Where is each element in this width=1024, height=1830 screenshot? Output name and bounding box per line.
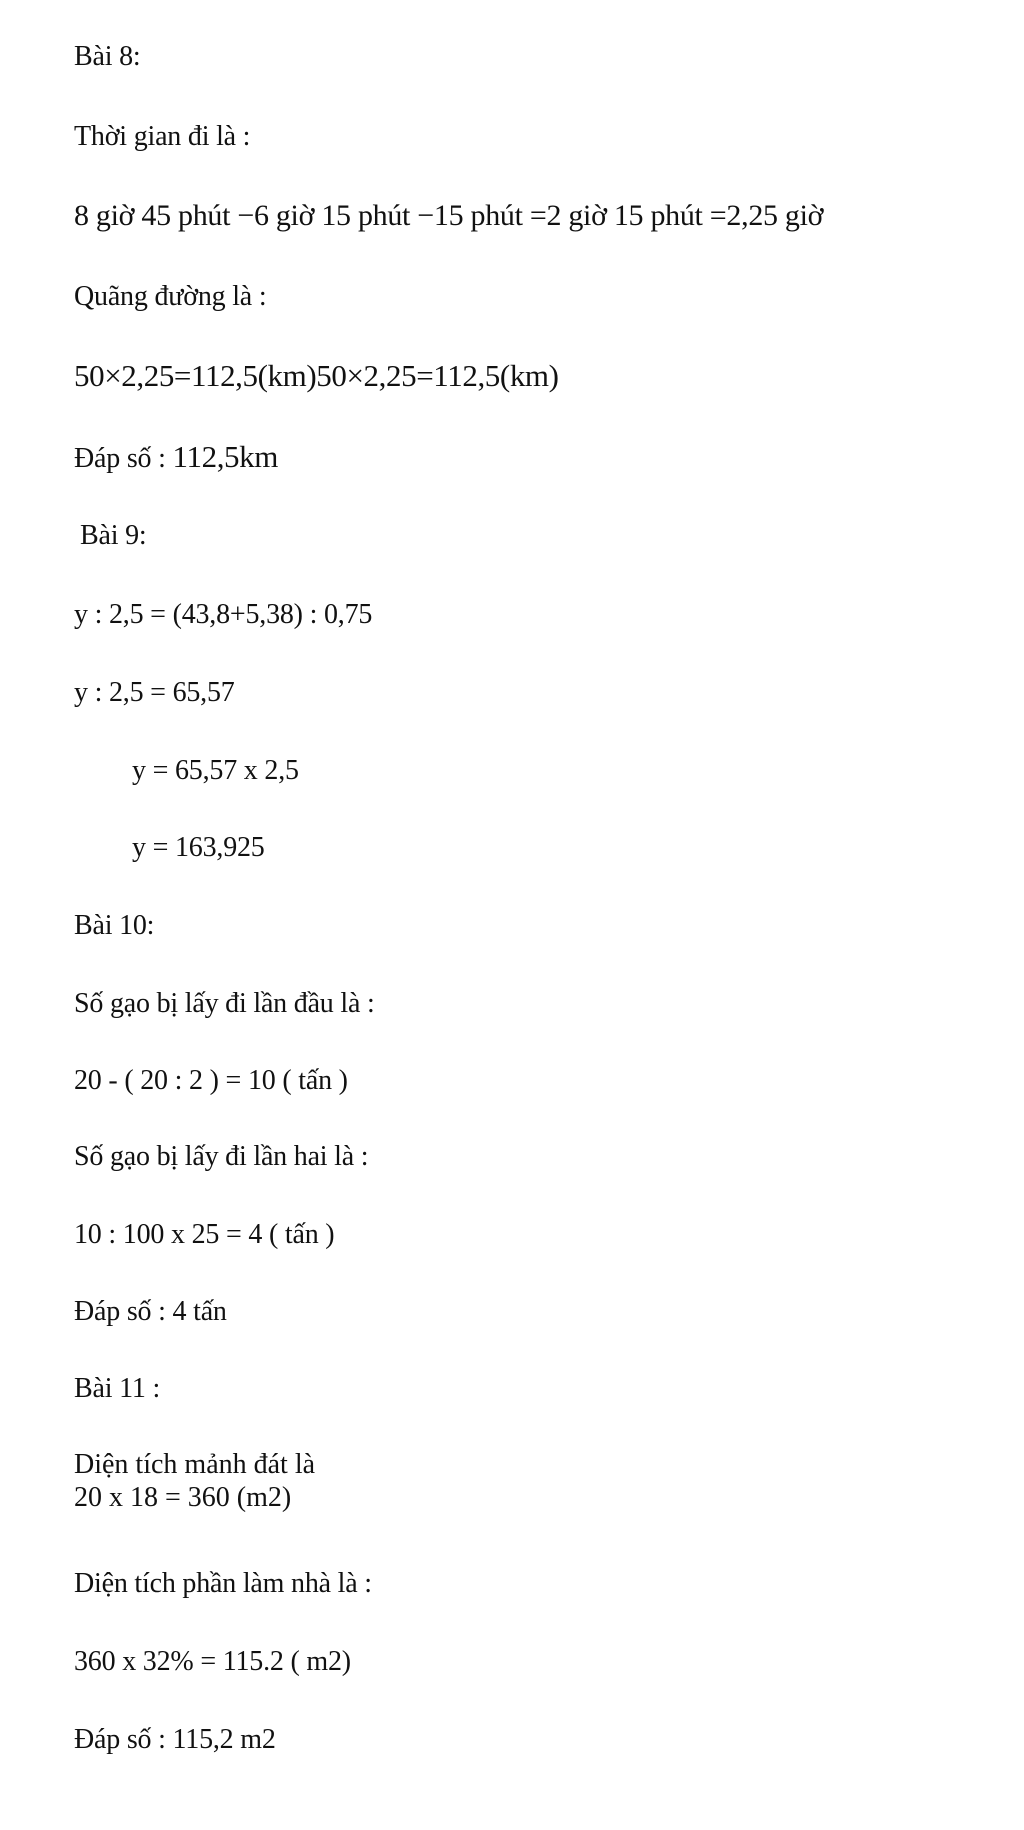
bai8-time-calc: 8 giờ 45 phút −6 giờ 15 phút −15 phút =2 giờ 15 phút =2,25 giờ [74,199,824,232]
bai9-line-2: y : 2,5 = 65,57 [74,677,235,708]
bai8-distance-label: Quãng đường là : [74,281,267,312]
bai11-area-label: Diện tích mảnh đát là [74,1449,316,1480]
bai10-second-calc: 10 : 100 x 25 = 4 ( tấn ) [74,1219,335,1250]
bai8-heading: Bài 8: [74,41,141,72]
bai8-answer-value: 112,5km [172,439,278,474]
bai10-second-label: Số gạo bị lấy đi lần hai là : [74,1141,369,1172]
bai11-heading: Bài 11 : [74,1373,161,1404]
bai8-answer [74,440,278,476]
bai8-time-label: Thời gian đi là : [74,121,251,152]
bai10-heading: Bài 10: [74,910,155,941]
bai9-line-3: y = 65,57 x 2,5 [132,755,299,786]
bai8-answer-label: Đáp số : [74,443,166,474]
bai11-house-calc: 360 x 32% = 115.2 ( m2) [74,1646,351,1677]
bai9-heading: Bài 9: [80,520,147,551]
bai11-area-calc: 20 x 18 = 360 (m2) [74,1482,292,1513]
bai10-first-calc: 20 - ( 20 : 2 ) = 10 ( tấn ) [74,1065,348,1096]
bai11-house-label: Diện tích phần làm nhà là : [74,1568,372,1599]
bai10-first-label: Số gạo bị lấy đi lần đầu là : [74,988,375,1019]
bai8-distance-calc: 50×2,25=112,5(km)50×2,25=112,5(km) [74,358,559,393]
bai9-line-1: y : 2,5 = (43,8+5,38) : 0,75 [74,599,373,630]
bai11-area-block [74,1448,315,1514]
bai9-line-4: y = 163,925 [132,832,265,863]
bai10-answer: Đáp số : 4 tấn [74,1296,227,1327]
bai11-answer: Đáp số : 115,2 m2 [74,1724,276,1755]
